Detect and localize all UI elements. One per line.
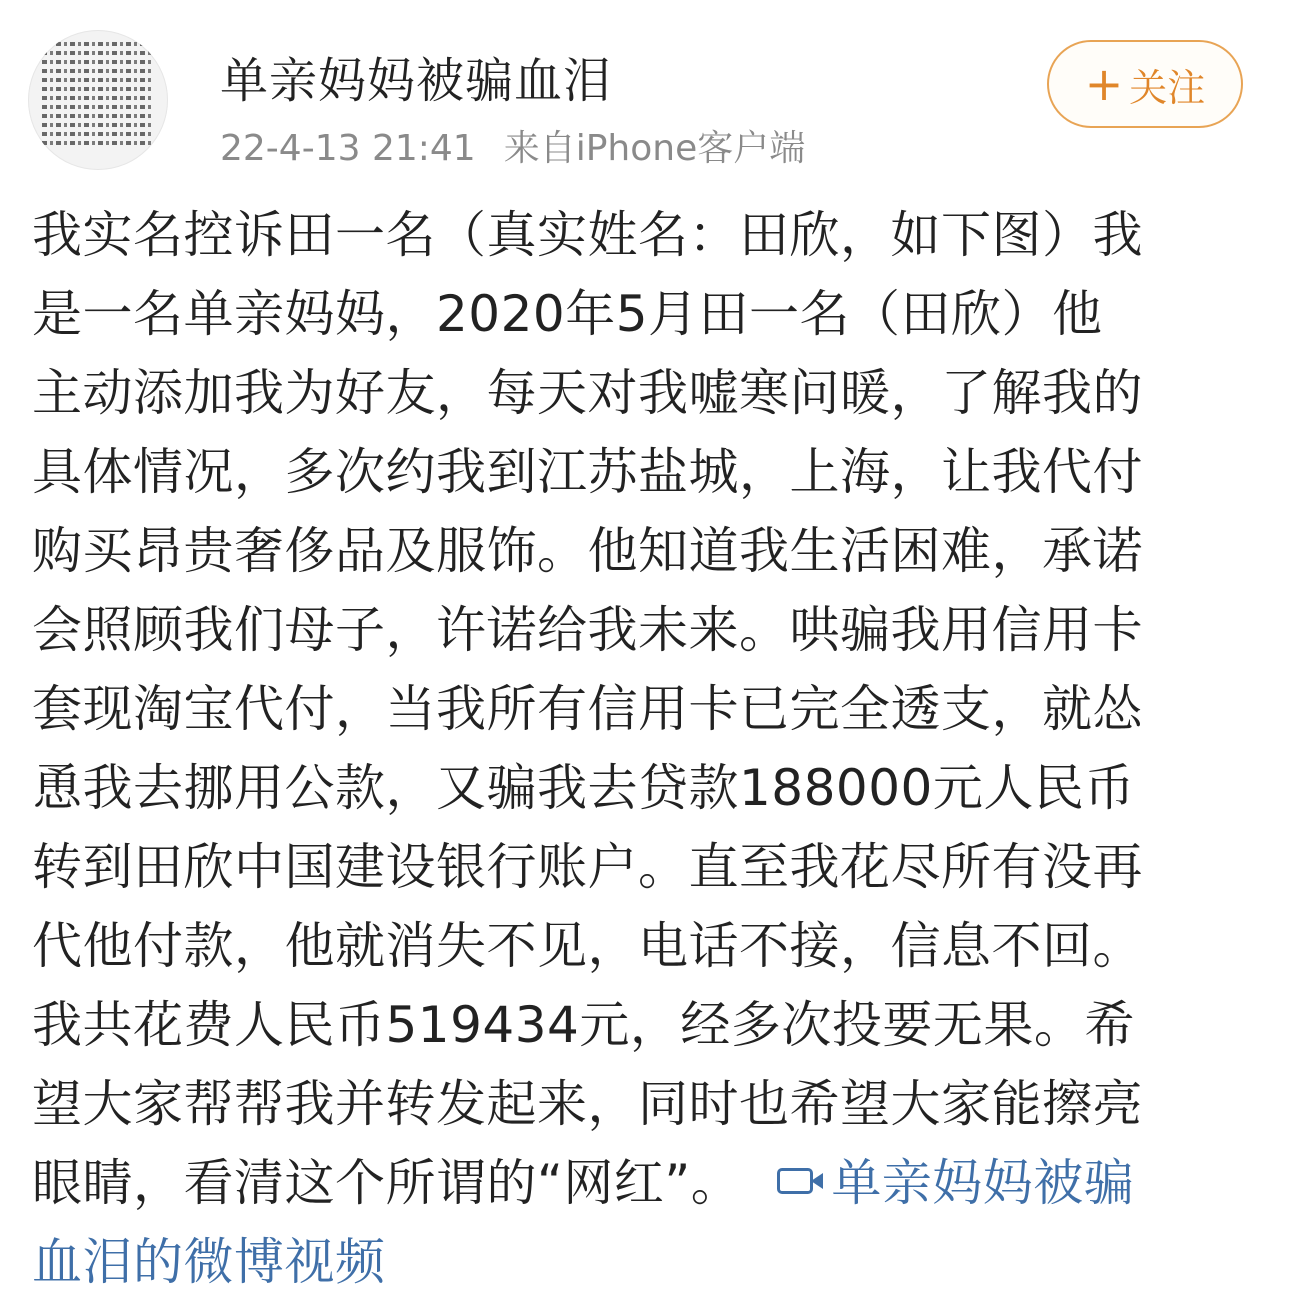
video-camera-icon <box>777 1168 813 1194</box>
content-line: 会照顾我们母子，许诺给我未来。哄骗我用信用卡 <box>32 601 1143 659</box>
follow-label: 关注 <box>1129 65 1206 110</box>
plus-icon: + <box>1084 57 1124 111</box>
content-line-text: 眼睛，看清这个所谓的“网红”。 <box>32 1154 742 1212</box>
content-line: 望大家帮帮我并转发起来，同时也希望大家能擦亮 <box>32 1075 1143 1133</box>
video-link-label-1: 单亲妈妈被骗 <box>831 1154 1135 1212</box>
content-line: 我实名控诉田一名（真实姓名：田欣，如下图）我 <box>32 206 1143 264</box>
content-line: 我共花费人民币519434元，经多次投要无果。希 <box>32 996 1135 1054</box>
user-name[interactable]: 单亲妈妈被骗血泪 <box>220 53 613 109</box>
content-line: 是一名单亲妈妈，2020年5月田一名（田欣）他 <box>32 285 1103 343</box>
user-avatar[interactable] <box>28 30 168 170</box>
content-line: 转到田欣中国建设银行账户。直至我花尽所有没再 <box>32 838 1143 896</box>
video-link[interactable] <box>741 1154 1134 1212</box>
video-link-continued[interactable]: 血泪的微博视频 <box>32 1233 386 1291</box>
follow-button[interactable] <box>1047 40 1243 128</box>
post-content <box>32 196 1242 1302</box>
content-line: 具体情况，多次约我到江苏盐城，上海，让我代付 <box>32 443 1143 501</box>
post-timestamp: 22-4-13 21:41 <box>220 128 476 169</box>
content-line: 套现淘宝代付，当我所有信用卡已完全透支，就怂 <box>32 680 1143 738</box>
content-line: 恿我去挪用公款，又骗我去贷款188000元人民币 <box>32 759 1135 817</box>
content-line: 代他付款，他就消失不见，电话不接，信息不回。 <box>32 917 1143 975</box>
content-line-last <box>32 1144 1242 1223</box>
content-line: 购买昂贵奢侈品及服饰。他知道我生活困难，承诺 <box>32 522 1143 580</box>
post-meta <box>220 120 805 171</box>
post-header <box>0 0 1304 190</box>
avatar-text-pattern <box>42 42 154 158</box>
content-line: 主动添加我为好友，每天对我嘘寒问暖，了解我的 <box>32 364 1143 422</box>
post-source[interactable]: 来自iPhone客户端 <box>503 128 806 169</box>
